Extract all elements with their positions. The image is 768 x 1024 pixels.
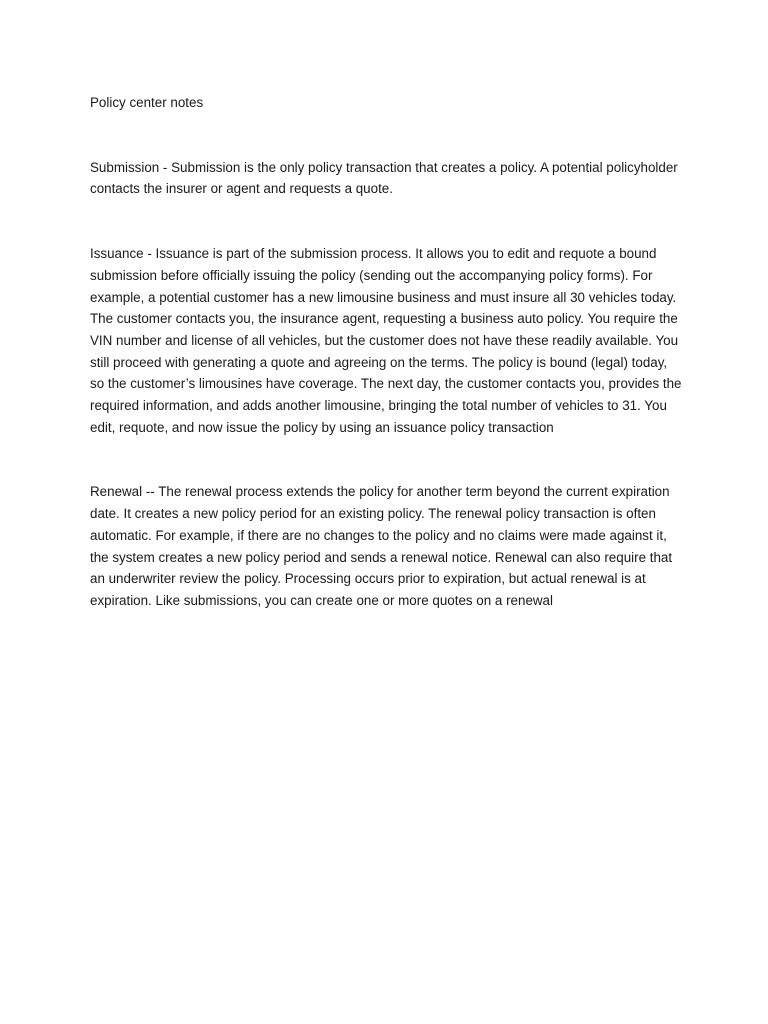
- paragraph-submission: Submission - Submission is the only policy transaction that creates a policy. A potential policyholder contacts the insurer or agent and requests a quote.: [90, 159, 678, 197]
- document-body: [90, 92, 682, 655]
- paragraph-renewal: Renewal -- The renewal process extends the policy for another term beyond the current expiration date. It creates a new policy period for an existing policy. The renewal policy transaction is often automatic. For example, if there are no changes to the policy and no claims were made against it, the system creates a new policy period and sends a renewal notice. Renewal can also require that an underwriter review the policy. Processing occurs prior to expiration, but actual renewal is at expiration. Like submissions, you can create one or more quotes on a renewal: [90, 484, 673, 608]
- document-title: Policy center notes: [90, 95, 204, 110]
- paragraph-issuance: Issuance - Issuance is part of the submission process. It allows you to edit and requote a bound submission before officially issuing the policy (sending out the accompanying policy forms). For example, a potential customer has a new limousine business and must insure all 30 vehicles today. The customer contacts you, the insurance agent, requesting a business auto policy. You require the VIN number and license of all vehicles, but the customer does not have these readily available. You still proceed with generating a quote and agreeing on the terms. The policy is bound (legal) today, so the customer’s limousines have coverage. The next day, the customer contacts you, provides the required information, and adds another limousine, bringing the total number of vehicles to 31. You edit, requote, and now issue the policy by using an issuance policy transaction: [90, 246, 682, 435]
